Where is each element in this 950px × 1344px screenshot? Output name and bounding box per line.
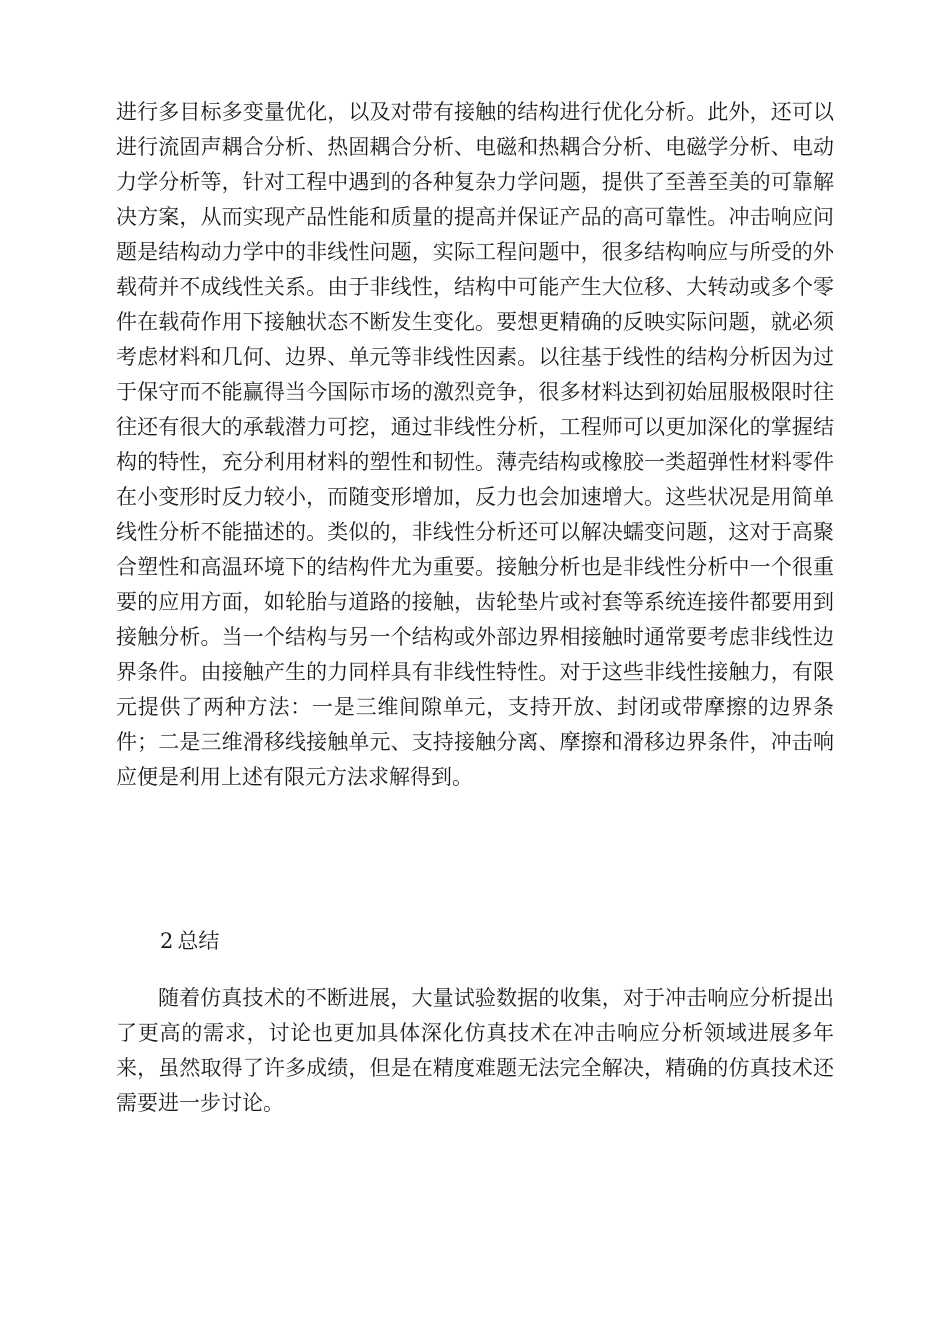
section-heading [160, 924, 219, 959]
body-paragraph-1: 进行多目标多变量优化，以及对带有接触的结构进行优化分析。此外，还可以进行流固声耦合分析、热固耦合分析、电磁和热耦合分析、电磁学分析、电动力学分析等，针对工程中遇到的各种复杂力学问题，提供了至善至美的可靠解决方案，从而实现产品性能和质量的提高并保证产品的高可靠性。冲击响应问题是结构动力学中的非线性问题，实际工程问题中，很多结构响应与所受的外载荷并不成线性关系。由于非线性，结构中可能产生大位移、大转动或多个零件在载荷作用下接触状态不断发生变化。要想更精确的反映实际问题，就必须考虑材料和几何、边界、单元等非线性因素。以往基于线性的结构分析因为过于保守而不能赢得当今国际市场的激烈竞争，很多材料达到初始屈服极限时往往还有很大的承载潜力可挖，通过非线性分析，工程师可以更加深化的掌握结构的特性，充分利用材料的塑性和韧性。薄壳结构或橡胶一类超弹性材料零件在小变形时反力较小，而随变形增加，反力也会加速增大。这些状况是用简单线性分析不能描述的。类似的，非线性分析还可以解决蠕变问题，这对于高聚合塑性和高温环境下的结构件尤为重要。接触分析也是非线性分析中一个很重要的应用方面，如轮胎与道路的接触，齿轮垫片或衬套等系统连接件都要用到接触分析。当一个结构与另一个结构或外部边界相接触时通常要考虑非线性边界条件。由接触产生的力同样具有非线性特性。对于这些非线性接触力，有限元提供了两种方法：一是三维间隙单元，支持开放、封闭或带摩擦的边界条件；二是三维滑移线接触单元、支持接触分离、摩擦和滑移边界条件，冲击响应便是利用上述有限元方法求解得到。 [116, 100, 834, 789]
section-title: 总结 [177, 929, 220, 953]
body-paragraph-2: 随着仿真技术的不断进展，大量试验数据的收集，对于冲击响应分析提出了更高的需求，讨论也更加具体深化仿真技术在冲击响应分析领域进展多年来，虽然取得了许多成绩，但是在精度难题无法完全解决，精确的仿真技术还需要进一步讨论。 [116, 986, 834, 1115]
section-number: 2 [160, 929, 174, 953]
